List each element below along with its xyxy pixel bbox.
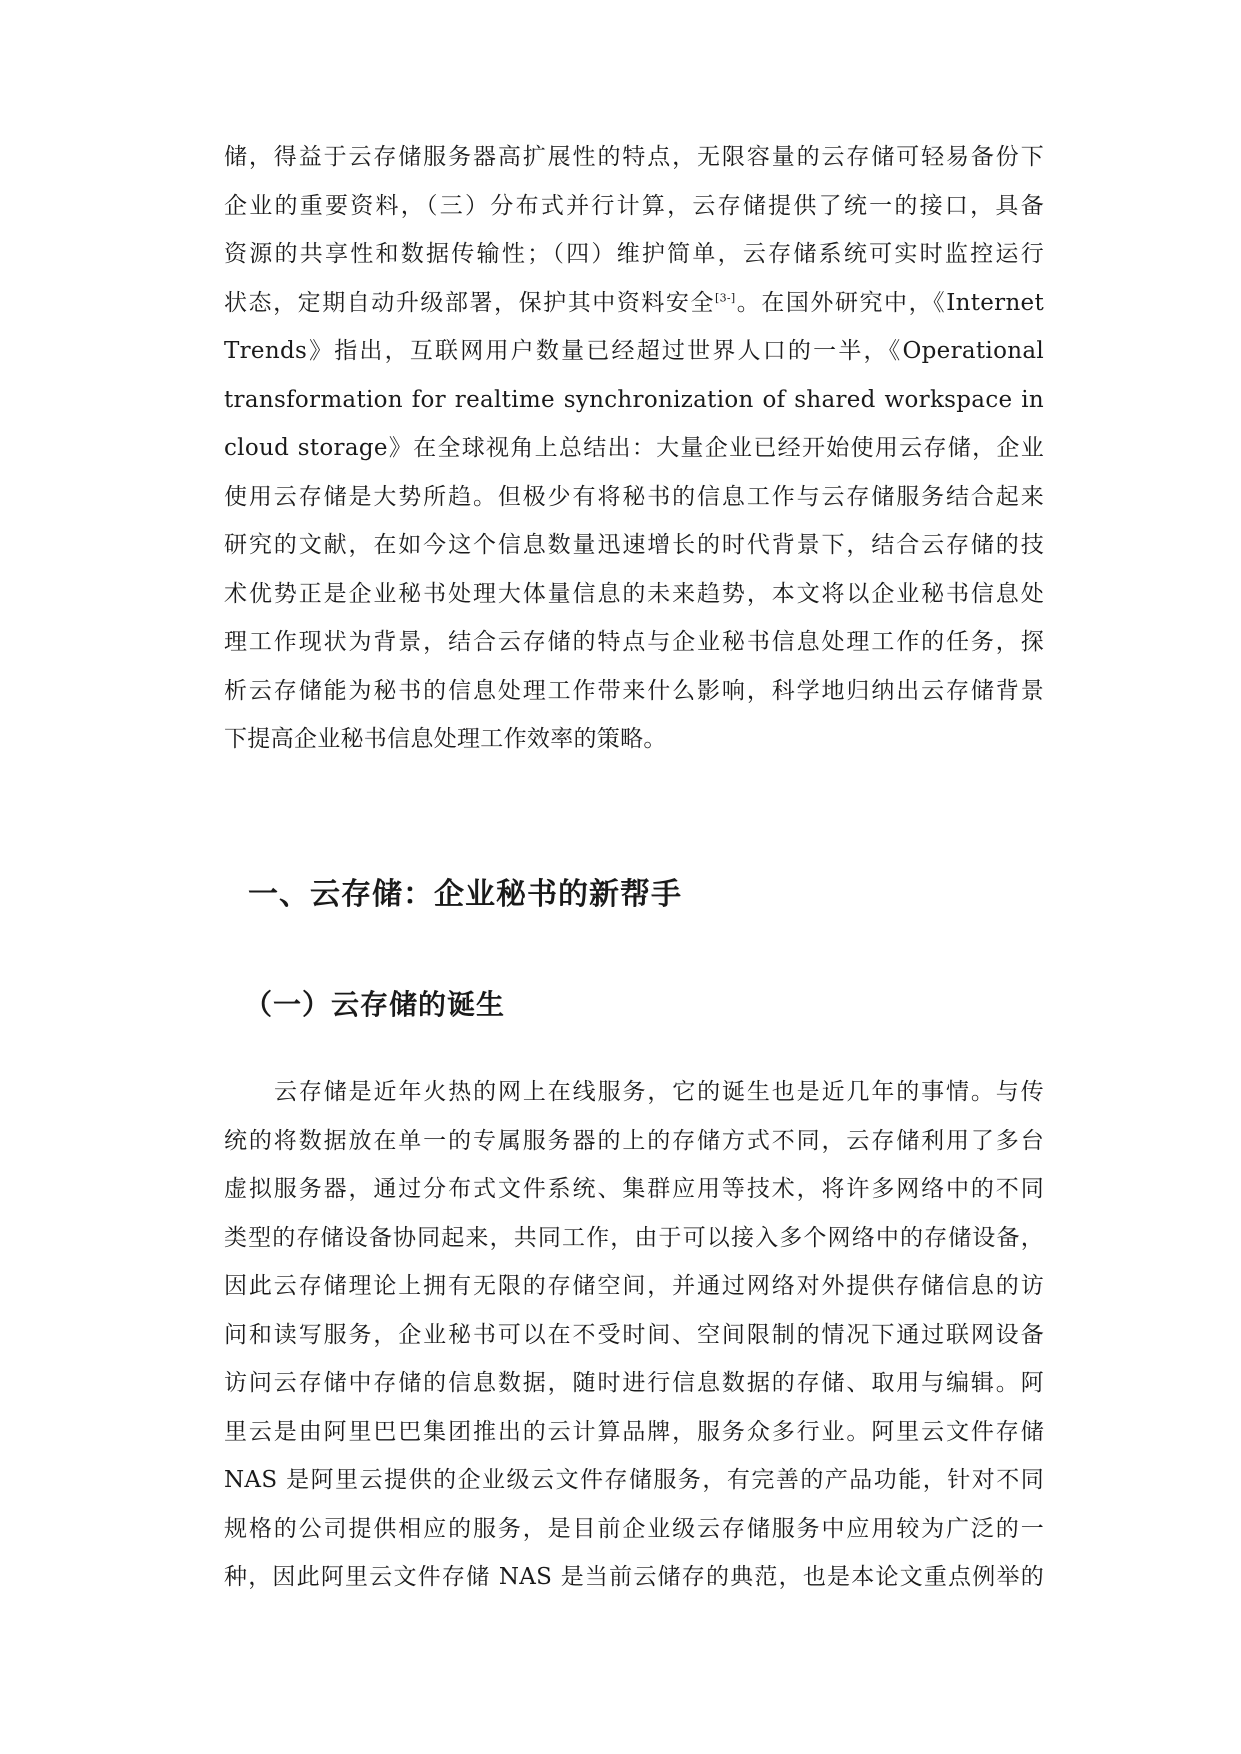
text-line: 资源的共享性和数据传输性；（四）维护简单，云存储系统可实时监控运行 bbox=[224, 241, 1044, 267]
text-line: 使用云存储是大势所趋。但极少有将秘书的信息工作与云存储服务结合起来 bbox=[224, 483, 1044, 510]
text-line: Trends》指出，互联网用户数量已经超过世界人口的一半，《Operational bbox=[224, 338, 1044, 364]
text-line: 虚拟服务器，通过分布式文件系统、集群应用等技术，将许多网络中的不同 bbox=[224, 1176, 1044, 1202]
text-line: NAS 是阿里云提供的企业级云文件存储服务，有完善的产品功能，针对不同 bbox=[224, 1467, 1044, 1493]
text-line: 企业的重要资料，（三）分布式并行计算，云存储提供了统一的接口，具备 bbox=[224, 192, 1044, 219]
text-line: 访问云存储中存储的信息数据，随时进行信息数据的存储、取用与编辑。阿 bbox=[224, 1370, 1044, 1396]
text-line: 里云是由阿里巴巴集团推出的云计算品牌，服务众多行业。阿里云文件存储 bbox=[224, 1418, 1044, 1445]
text-line: 储，得益于云存储服务器高扩展性的特点，无限容量的云存储可轻易备份下 bbox=[224, 144, 1044, 170]
text-line: 研究的文献，在如今这个信息数量迅速增长的时代背景下，结合云存储的技 bbox=[224, 532, 1044, 558]
text-line: 因此云存储理论上拥有无限的存储空间，并通过网络对外提供存储信息的访 bbox=[224, 1273, 1044, 1299]
text-line: 下提高企业秘书信息处理工作效率的策略。 bbox=[224, 726, 667, 752]
paragraph-intro bbox=[224, 133, 1044, 764]
text-line: 问和读写服务，企业秘书可以在不受时间、空间限制的情况下通过联网设备 bbox=[224, 1321, 1044, 1348]
text-line: transformation for realtime synchronization of shared workspace in bbox=[224, 386, 1044, 413]
text-line: 理工作现状为背景，结合云存储的特点与企业秘书信息处理工作的任务，探 bbox=[224, 629, 1044, 655]
text-line: 规格的公司提供相应的服务，是目前企业级云存储服务中应用较为广泛的一 bbox=[224, 1515, 1044, 1542]
text-line: 统的将数据放在单一的专属服务器的上的存储方式不同，云存储利用了多台 bbox=[224, 1127, 1044, 1154]
citation-marker: [3-] bbox=[715, 290, 736, 304]
text-segment: 。在国外研究中，《Internet bbox=[735, 289, 1044, 316]
text-line: 析云存储能为秘书的信息处理工作带来什么影响，科学地归纳出云存储背景 bbox=[224, 677, 1044, 704]
text-line: 种，因此阿里云文件存储 NAS 是当前云储存的典范，也是本论文重点例举的 bbox=[224, 1564, 1044, 1590]
subsection-heading: （一）云存储的诞生 bbox=[244, 988, 506, 1021]
text-line: 术优势正是企业秘书处理大体量信息的未来趋势，本文将以企业秘书信息处 bbox=[224, 580, 1044, 607]
text-segment: 状态，定期自动升级部署，保护其中资料安全 bbox=[224, 289, 715, 316]
text-line: 类型的存储设备协同起来，共同工作，由于可以接入多个网络中的存储设备， bbox=[224, 1224, 1044, 1251]
text-line: cloud storage》在全球视角上总结出：大量企业已经开始使用云存储，企业 bbox=[224, 435, 1044, 461]
text-line: 云存储是近年火热的网上在线服务，它的诞生也是近几年的事情。与传 bbox=[274, 1079, 1044, 1105]
section-heading: 一、云存储：企业秘书的新帮手 bbox=[248, 877, 682, 912]
paragraph-cloud-storage-origin bbox=[224, 1068, 1044, 1602]
text-line-with-citation bbox=[224, 279, 1044, 328]
